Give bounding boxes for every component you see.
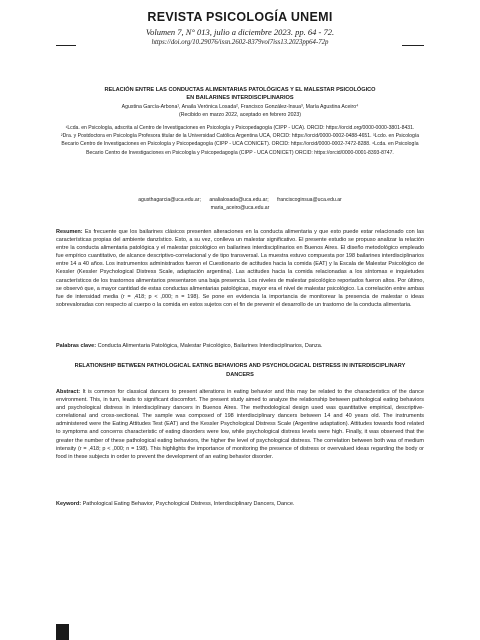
keywords-en-label: Keyword: xyxy=(56,501,82,507)
keywords-en xyxy=(56,500,424,508)
keywords-es-text: Conducta Alimentaria Patológica, Malestar Psicológico, Bailarines Interdisciplinarios, Danza. xyxy=(97,343,323,349)
keywords-en-text: Pathological Eating Behavior, Psychological Distress, Interdisciplinary Dancers, Dance. xyxy=(82,501,295,507)
abstract-es-label: Resumen: xyxy=(56,229,83,235)
author-emails xyxy=(60,196,420,212)
abstract-en-label: Abstract: xyxy=(56,389,81,395)
article-title-en: RELATIONSHIP BETWEEN PATHOLOGICAL EATING BEHAVIORS AND PSYCHOLOGICAL DISTRESS IN INTERDISCIPLINARY DANCERS xyxy=(74,363,406,378)
page-footer-marker xyxy=(56,624,69,640)
article-title-es: RELACIÓN ENTRE LAS CONDUCTAS ALIMENTARIAS PATOLÓGICAS Y EL MALESTAR PSICOLÓGICO EN BAILARINES INTERDISCIPLINARIOS xyxy=(104,87,376,101)
emails-line-1[interactable]: agusthagarcia@uca.edu.ar; analialosada@uca.edu.ar; franciscoginsua@uca.edu.ar xyxy=(138,197,342,203)
journal-name: REVISTA PSICOLOGÍA UNEMI xyxy=(147,10,333,24)
header-rule-left xyxy=(56,45,76,46)
journal-header xyxy=(0,0,480,62)
abstract-en-text: It is common for classical dancers to present alterations in eating behavior and this may be related to the characteristics of the dance environment. This, in turn, leads to significant discomfort. The present study aimed to analyze the relationship between pathological eating behaviors and psychological distress in interdisciplinary dancers in Buenos Aires. The methodological design used was quantitative empirical, descriptive-correlational and cross-sectional. The sample was composed of 198 interdisciplinary dancers between 14 and 40 years old. The instruments administered were the Eating Attitudes Test (EAT) and the Kessler Psychological Distress Scale (Argentine adaptation). Attitudes towards food related to symptoms and concerns characteristic of eating disorders were low, while psychological distress levels were high. Finally, it was observed that the greater the number of these pathological eating behaviors, the higher the level of psychological distress. The correlation between both was of medium intensity (r = ,418; p < ,000; n = 198). This highlights the importance of monitoring the presence of distress or overvalued ideas regarding the body or food in these subjects in order to prevent the development of an eating behavior disorder. xyxy=(56,389,424,460)
header-rule-right xyxy=(402,45,424,46)
abstract-es-text: Es frecuente que los bailarines clásicos presenten alteraciones en la conducta alimentaria y que esto puede estar relacionado con las características propias del ambiente danzístico. Esto, a su vez, conlleva un malestar significativo. El presente estudio se propuso analizar la relación entre la conducta alimentaria patológica y el malestar psicológico en bailarines interdisciplinarios en Buenos Aires. El diseño metodológico empleado fue empírico cuantitativo, de alcance descriptivo-correlacional y de tipo transversal. La muestra estuvo compuesta por 198 bailarines interdisciplinarios entre 14 a 40 años. Los instrumentos administrados fueron el Cuestionario de actitudes hacia la comida (EAT) y la Escala de Malestar Psicológico de Kessler (Kessler Psychological Distress Scale, adaptación argentina). Las actitudes hacia la comida relacionadas a los síntomas e inquietudes característicos de los trastornos alimentarios presentaron una baja presencia. Los niveles de malestar psicológico reportados fueron altos. Por último, se observó que, a mayor cantidad de estas conductas alimentarias patológicas, mayor era el nivel de malestar psicológico. La correlación entre ambas fue de intensidad media (r = ,418; p < ,000; n = 198). Se pone en evidencia la importancia de monitorear la presencia de malestar o ideas sobrevaloradas con respecto al cuerpo o la comida en estos sujetos con el fin de prevenir el desarrollo de un trastorno de la conducta alimentaria. xyxy=(56,229,424,308)
doi-link[interactable]: https://doi.org/10.29076/issn.2602-8379vol7iss13.2023pp64-72p xyxy=(151,39,329,46)
volume-line: Volumen 7, N° 013, julio a diciembre 2023. pp. 64 - 72. xyxy=(145,27,335,37)
keywords-es-label: Palabras clave: xyxy=(56,343,97,349)
received-date: (Recibido en marzo 2022, aceptado en febrero 2023) xyxy=(179,112,301,118)
author-list: Agustina García-Arbona¹, Anaila Verónica Losada², Francisco González-Insua³, María Agustina Aceiro⁴ xyxy=(121,104,359,110)
affiliations: ¹Lcda. en Psicología, adscrita al Centro de Investigaciones en Psicología y Psicopedagogía (CIPP - UCA). ORCID: https://orcid.org/0000-0000-3801-8431. ²Dra. y Postdoctora en Psicología Profesora titular de la Universidad Católica Argentina UCA, ORCID: https://orcid/0000-0002-0488-4651. ³Lcdo. en Psicología Becario Centro de Investigaciones en Psicología y Psicopedagogía (CIPP - UCA CONICET). ORCID: https://orcid/0000-0002-7472-8288. ⁴Lcda. en Psicología Becario Centro de Investigaciones en Psicología y Psicopedagogía (CIPP - UCA CONICET) ORCID: https://orcid/0000-0001-8393-8747. xyxy=(60,125,420,156)
abstract-en xyxy=(56,388,424,461)
keywords-es xyxy=(56,342,424,350)
abstract-es xyxy=(56,228,424,309)
emails-line-2[interactable]: maria_aceiro@uca.edu.ar xyxy=(210,205,270,211)
